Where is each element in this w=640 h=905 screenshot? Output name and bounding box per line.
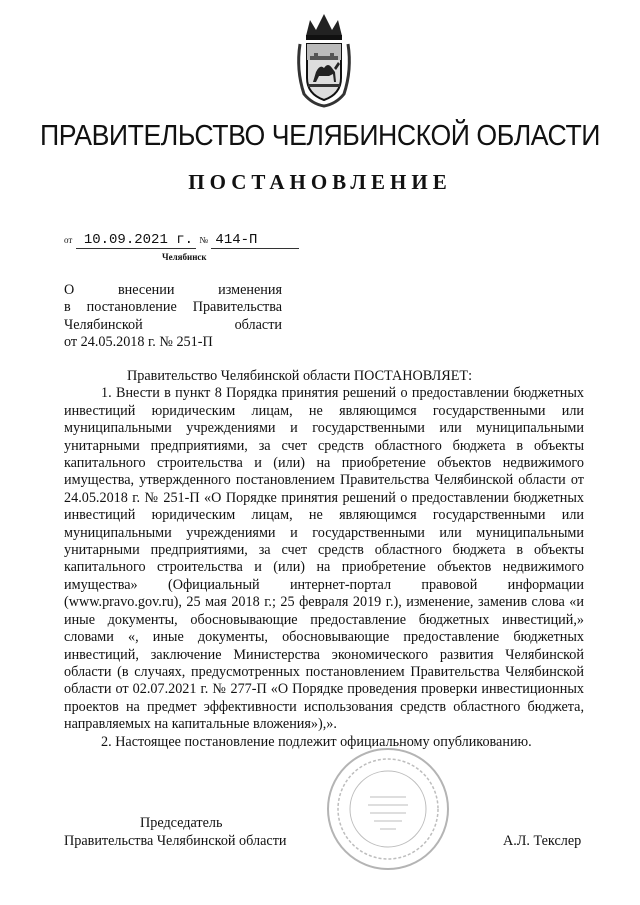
subject-line: от 24.05.2018 г. № 251-П bbox=[64, 334, 213, 351]
number-prefix: № bbox=[199, 235, 208, 245]
clause-2: 2. Настоящее постановление подлежит официальному опубликованию. bbox=[101, 733, 532, 750]
government-title: ПРАВИТЕЛЬСТВО ЧЕЛЯБИНСКОЙ ОБЛАСТИ bbox=[39, 120, 601, 152]
document-type-title: ПОСТАНОВЛЕНИЕ bbox=[188, 170, 452, 194]
city-label: Челябинск bbox=[162, 252, 207, 262]
coat-of-arms-icon bbox=[294, 10, 354, 110]
document-date: 10.09.2021 г. bbox=[83, 232, 194, 248]
subject-line: Челябинской области bbox=[64, 316, 282, 333]
subject-line: О внесении изменения bbox=[64, 282, 282, 298]
signatory-title-line2: Правительства Челябинской области bbox=[64, 833, 287, 849]
signatory-title-line1: Председатель bbox=[140, 815, 223, 831]
document-number: 414-П bbox=[215, 232, 258, 248]
subject-line: в постановление Правительства bbox=[64, 299, 282, 316]
document-body bbox=[64, 368, 584, 751]
official-seal-icon bbox=[324, 745, 452, 873]
date-prefix: от bbox=[64, 235, 73, 245]
document-subject bbox=[64, 282, 282, 352]
date-number-line bbox=[64, 232, 299, 249]
signatory-name: А.Л. Текслер bbox=[503, 833, 582, 849]
preamble: Правительство Челябинской области ПОСТАНОВЛЯЕТ: bbox=[127, 368, 473, 384]
clause-1: 1. Внести в пункт 8 Порядка принятия решений о предоставлении бюджетных инвестиций юридическим лицам, не являющимся государственными или муниципальными учреждениями и государственными или муниципальными унитарными предприятиями, за счет средств областного бюджета в объекты капитального строительства и (или) на приобретение объектов недвижимого имущества, утвержденного постановлением Правительства Челябинской области от 24.05.2018 г. № 251-П «О Порядке принятия решений о предоставлении бюджетных инвестиций юридическим лицам, не являющимся государственными или муниципальными учреждениями и государственными или муниципальными унитарными предприятиями, за счет средств областного бюджета в объекты капитального строительства и (или) на приобретение объектов недвижимого имущества» (Официальный интернет-портал правовой информации (www.pravo.gov.ru), 25 мая 2018 г.; 25 февраля 2019 г.), изменение, заменив слова «и иные документы, обосновывающие предоставление бюджетных инвестиций,» словами «, иные документы, обосновывающие предоставление бюджетных инвестиций, заключение Министерства экономического развития Челябинской области (в случаях, предусмотренных постановлением Правительства Челябинской области от 02.07.2021 г. № 277-П «О Порядке проведения проверки инвестиционных проектов на предмет эффективности использования средств областного бюджета, направляемых на капитальные вложения»),». bbox=[64, 385, 584, 733]
